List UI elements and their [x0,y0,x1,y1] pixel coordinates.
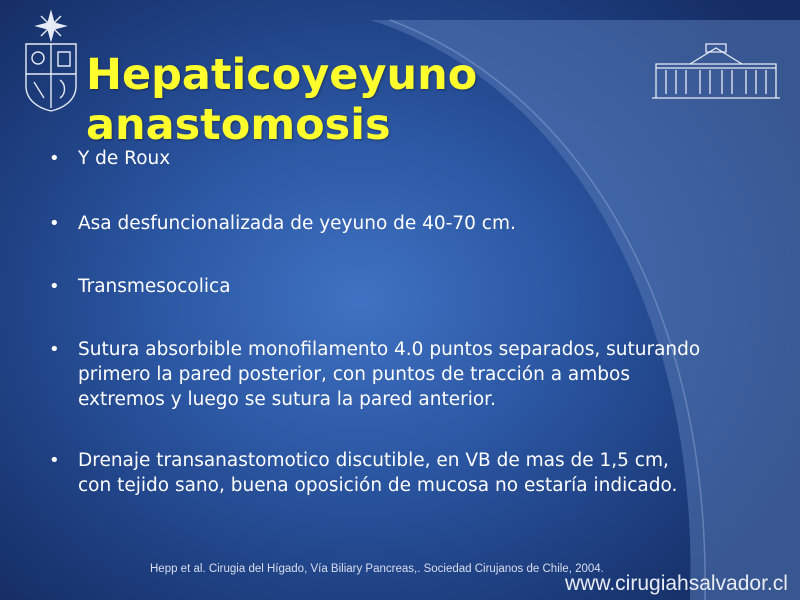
bullet-dot: • [49,148,60,169]
university-crest-icon [22,8,80,112]
bullet-item [46,448,766,498]
bullet-list [46,146,766,498]
bullet-dot: • [49,276,60,297]
bullet-item [46,274,766,299]
bullet-dot: • [49,450,60,471]
bullet-text-line: extremos y luego se sutura la pared anterior. [78,389,496,410]
bullet-text-line: primero la pared posterior, con puntos de tracción a ambos [78,364,630,385]
bullet-item [46,211,766,236]
bullet-text-line: con tejido sano, buena oposición de mucosa no estaría indicado. [78,475,678,496]
bullet-item [46,146,766,171]
slide-title: Hepaticoyeyuno anastomosis [86,50,478,150]
bullet-item [46,337,766,412]
bullet-text-line: Y de Roux [78,148,171,169]
bullet-text-line: Asa desfuncionalizada de yeyuno de 40-70 cm. [78,213,516,234]
bullet-text-line: Transmesocolica [78,276,231,297]
bullet-text-line: Sutura absorbible monofilamento 4.0 puntos separados, suturando [78,339,701,360]
bullet-dot: • [49,339,60,360]
website-url: www.cirugiahsalvador.cl [565,572,788,595]
bullet-text-line: Drenaje transanastomotico discutible, en VB de mas de 1,5 cm, [78,450,669,471]
bullet-dot: • [49,213,60,234]
reference-citation: Hepp et al. Cirugia del Hígado, Vía Biliary Pancreas,. Sociedad Cirujanos de Chile, 2004. [150,563,604,575]
